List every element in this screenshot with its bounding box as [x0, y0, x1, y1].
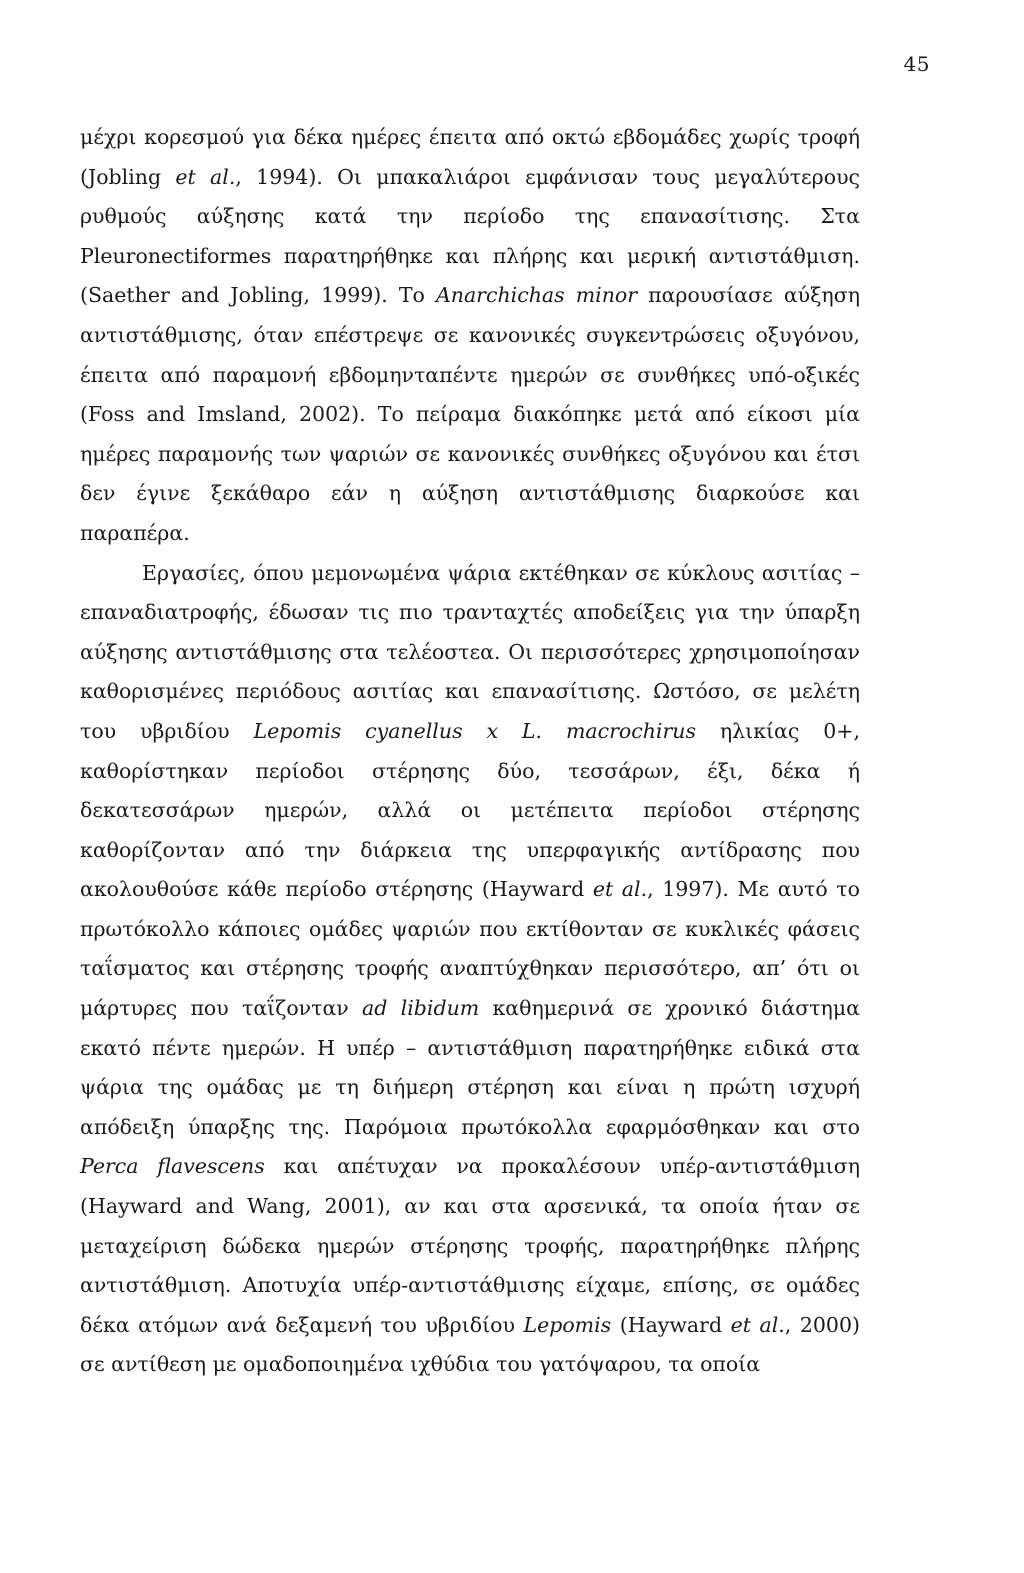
text-run: Εργασίες, όπου μεμονωμένα ψάρια εκτέθηκαν σε κύκλους ασιτίας – επαναδιατροφής, έδωσαν τις πιο τρανταχτές αποδείξεις για την ύπαρξη αύξησης αντιστάθμισης στα τελέοστεα. Οι περισσότερες χρησιμοποίησαν καθορισμένες περιόδους ασιτίας και επανασίτισης. Ωστόσο, σε μελέτη του υβριδίου: [80, 560, 860, 743]
body-text: [80, 118, 860, 1385]
species-name: Lepomis cyanellus x L. macrochirus: [253, 718, 696, 743]
text-run: μέχρι κορεσμού για δέκα ημέρες έπειτα από οκτώ εβδομάδες χωρίς τροφή (Jobling: [80, 125, 860, 189]
text-run: , 1994). Οι μπακαλιάροι εμφάνισαν τους μεγαλύτερους ρυθμούς αύξησης κατά την περίοδο της επανασίτισης. Στα Pleuronectiformes παρατηρήθηκε και πλήρης και μερική αντιστάθμιση. (Saether and Jobling, 1999). Το: [80, 164, 861, 308]
text-run: , 1997). Με αυτό το πρωτόκολλο κάποιες ομάδες ψαριών που εκτίθονταν σε κυκλικές φάσεις ταΐσματος και στέρησης τροφής αναπτύχθηκαν περισσότερο, απ’ ότι οι μάρτυρες που ταΐζονταν: [80, 877, 860, 1021]
italic-text: et al.: [730, 1312, 785, 1337]
species-name: Anarchichas minor: [435, 283, 638, 308]
paragraph-2: [80, 554, 860, 1385]
text-run: καθημερινά σε χρονικό διάστημα εκατό πέντε ημερών. Η υπέρ – αντιστάθμιση παρατηρήθηκε ειδικά στα ψάρια της ομάδας με τη διήμερη στέρηση και είναι η πρώτη ισχυρή απόδειξη ύπαρξης της. Παρόμοια πρωτόκολλα εφαρμόσθηκαν και στο: [80, 996, 860, 1139]
text-run: (Hayward: [611, 1312, 731, 1337]
text-run: ηλικίας 0+, καθορίστηκαν περίοδοι στέρησης δύο, τεσσάρων, έξι, δέκα ή δεκατεσσάρων ημερών, αλλά οι μετέπειτα περίοδοι στέρησης καθορίζονταν από την διάρκεια της υπερφαγικής αντίδρασης που ακολουθούσε κάθε περίοδο στέρησης (Hayward: [80, 718, 861, 902]
text-run: παρουσίασε αύξηση αντιστάθμισης, όταν επέστρεψε σε κανονικές συγκεντρώσεις οξυγόνου, έπειτα από παραμονή εβδομηνταπέντε ημερών σε συνθήκες υπό-οξικές (Foss and Imsland, 2002). Το πείραμα διακόπηκε μετά από είκοσι μία ημέρες παραμονής των ψαριών σε κανονικές συνθήκες οξυγόνου και έτσι δεν έγινε ξεκάθαρο εάν η αύξηση αντιστάθμισης διαρκούσε και παραπέρα.: [80, 283, 860, 545]
italic-text: ad libidum: [362, 996, 480, 1021]
text-run: , 2000) σε αντίθεση με ομαδοποιημένα ιχθύδια του γατόψαρου, τα οποία: [80, 1312, 861, 1377]
species-name: Perca flavescens: [80, 1154, 265, 1179]
italic-text: et al.: [592, 877, 648, 902]
text-run: και απέτυχαν να προκαλέσουν υπέρ-αντιστάθμιση (Hayward and Wang, 2001), αν και στα αρσενικά, τα οποία ήταν σε μεταχείριση δώδεκα ημερών στέρησης τροφής, παρατηρήθηκε πλήρης αντιστάθμιση. Αποτυχία υπέρ-αντιστάθμισης είχαμε, επίσης, σε ομάδες δέκα ατόμων ανά δεξαμενή του υβριδίου: [80, 1154, 860, 1337]
italic-text: et al.: [175, 164, 236, 189]
paragraph-1: [80, 118, 860, 554]
species-name: Lepomis: [523, 1312, 612, 1337]
page-number: 45: [903, 52, 930, 76]
